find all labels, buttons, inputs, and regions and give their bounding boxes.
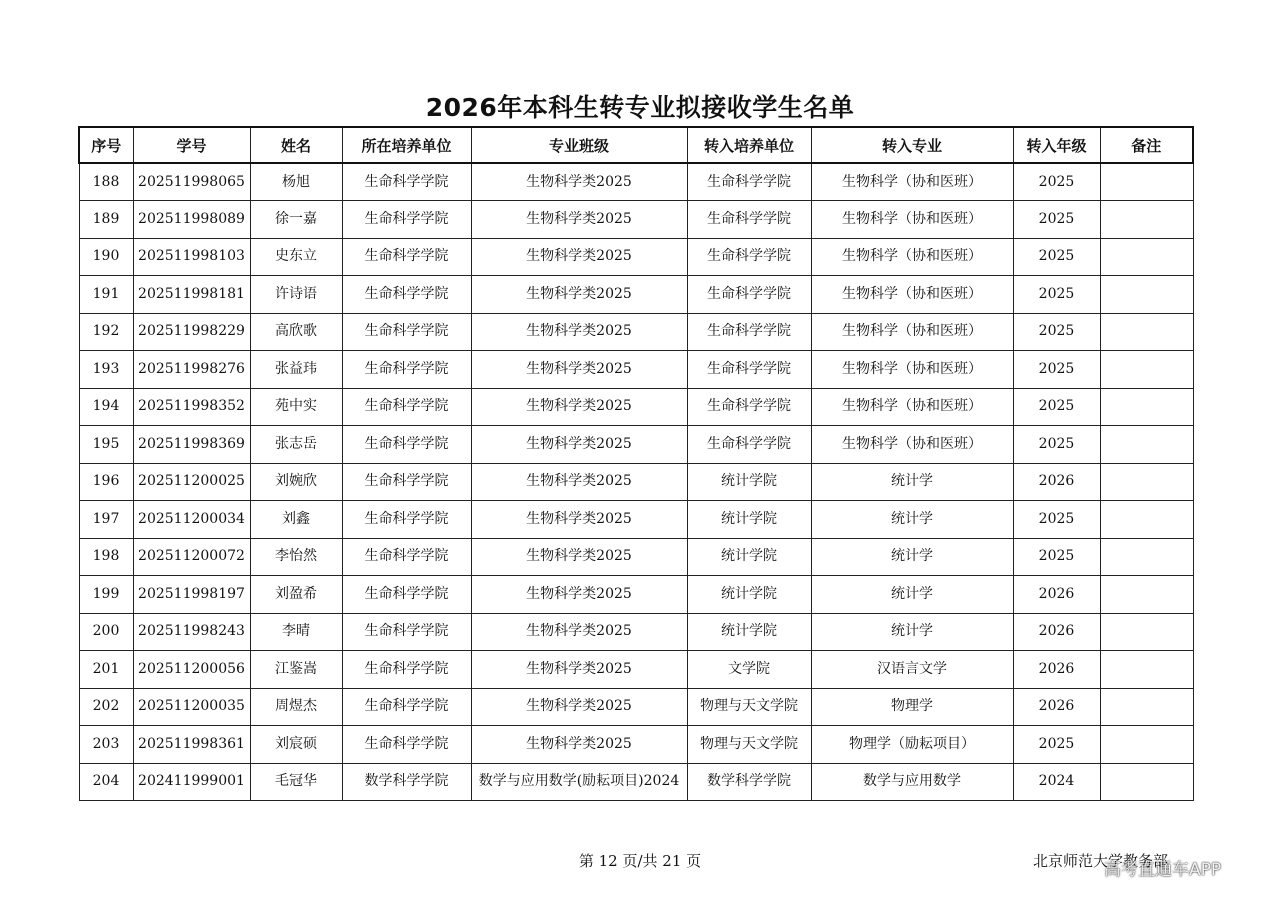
cell-target-grade: 2026 (1013, 463, 1100, 501)
cell-current-unit: 生命科学学院 (342, 313, 471, 351)
cell-current-unit: 生命科学学院 (342, 238, 471, 276)
cell-target-unit: 生命科学学院 (687, 238, 811, 276)
cell-target-unit: 生命科学学院 (687, 351, 811, 389)
cell-name: 刘盈希 (250, 576, 342, 614)
page-number: 第 12 页/共 21 页 (578, 852, 702, 870)
cell-index: 201 (79, 651, 133, 689)
cell-target-unit: 数学科学学院 (687, 763, 811, 801)
cell-name: 许诗语 (250, 276, 342, 314)
cell-target-major: 物理学 (811, 688, 1013, 726)
table-row (79, 163, 1193, 201)
table-row (79, 613, 1193, 651)
cell-major-class: 生物科学类2025 (471, 201, 687, 239)
cell-student-id: 202511200072 (133, 538, 250, 576)
cell-name: 刘婉欣 (250, 463, 342, 501)
cell-student-id: 202411999001 (133, 763, 250, 801)
cell-index: 199 (79, 576, 133, 614)
cell-target-major: 生物科学（协和医班） (811, 276, 1013, 314)
cell-remarks (1100, 763, 1193, 801)
cell-target-major: 统计学 (811, 613, 1013, 651)
table-row (79, 726, 1193, 764)
cell-name: 史东立 (250, 238, 342, 276)
cell-target-major: 汉语言文学 (811, 651, 1013, 689)
cell-target-grade: 2025 (1013, 163, 1100, 201)
table-header-row (79, 127, 1193, 163)
cell-student-id: 202511200056 (133, 651, 250, 689)
table-row (79, 463, 1193, 501)
cell-remarks (1100, 313, 1193, 351)
cell-name: 毛冠华 (250, 763, 342, 801)
cell-target-grade: 2025 (1013, 426, 1100, 464)
table-row (79, 201, 1193, 239)
cell-target-major: 生物科学（协和医班） (811, 238, 1013, 276)
cell-name: 周煜杰 (250, 688, 342, 726)
cell-major-class: 生物科学类2025 (471, 163, 687, 201)
cell-index: 196 (79, 463, 133, 501)
cell-current-unit: 生命科学学院 (342, 538, 471, 576)
cell-name: 李晴 (250, 613, 342, 651)
cell-major-class: 生物科学类2025 (471, 388, 687, 426)
cell-student-id: 202511998089 (133, 201, 250, 239)
cell-student-id: 202511200034 (133, 501, 250, 539)
cell-student-id: 202511998197 (133, 576, 250, 614)
cell-current-unit: 生命科学学院 (342, 576, 471, 614)
cell-target-unit: 物理与天文学院 (687, 726, 811, 764)
cell-target-unit: 文学院 (687, 651, 811, 689)
cell-index: 195 (79, 426, 133, 464)
cell-major-class: 生物科学类2025 (471, 576, 687, 614)
cell-name: 高欣歌 (250, 313, 342, 351)
cell-major-class: 数学与应用数学(励耘项目)2024 (471, 763, 687, 801)
header-major-class: 专业班级 (471, 127, 687, 163)
cell-current-unit: 生命科学学院 (342, 426, 471, 464)
watermark: 高考直通车APP (1104, 860, 1222, 880)
cell-target-unit: 生命科学学院 (687, 426, 811, 464)
cell-target-major: 统计学 (811, 576, 1013, 614)
cell-major-class: 生物科学类2025 (471, 351, 687, 389)
cell-name: 徐一嘉 (250, 201, 342, 239)
cell-student-id: 202511998361 (133, 726, 250, 764)
cell-major-class: 生物科学类2025 (471, 463, 687, 501)
cell-target-grade: 2025 (1013, 501, 1100, 539)
cell-remarks (1100, 726, 1193, 764)
cell-current-unit: 生命科学学院 (342, 201, 471, 239)
table-row (79, 763, 1193, 801)
cell-student-id: 202511998352 (133, 388, 250, 426)
table-row (79, 651, 1193, 689)
table-row (79, 388, 1193, 426)
cell-index: 190 (79, 238, 133, 276)
cell-index: 202 (79, 688, 133, 726)
cell-name: 刘鑫 (250, 501, 342, 539)
document-title: 2026年本科生转专业拟接收学生名单 (425, 93, 855, 122)
cell-remarks (1100, 201, 1193, 239)
cell-target-major: 统计学 (811, 463, 1013, 501)
cell-target-grade: 2025 (1013, 538, 1100, 576)
cell-remarks (1100, 651, 1193, 689)
cell-target-major: 生物科学（协和医班） (811, 351, 1013, 389)
table-row (79, 501, 1193, 539)
cell-major-class: 生物科学类2025 (471, 501, 687, 539)
cell-name: 张志岳 (250, 426, 342, 464)
cell-target-major: 生物科学（协和医班） (811, 388, 1013, 426)
cell-target-grade: 2025 (1013, 351, 1100, 389)
cell-index: 198 (79, 538, 133, 576)
cell-target-unit: 统计学院 (687, 613, 811, 651)
table-row (79, 313, 1193, 351)
cell-major-class: 生物科学类2025 (471, 538, 687, 576)
cell-remarks (1100, 613, 1193, 651)
cell-remarks (1100, 388, 1193, 426)
cell-student-id: 202511998369 (133, 426, 250, 464)
table-row (79, 576, 1193, 614)
cell-target-grade: 2026 (1013, 688, 1100, 726)
cell-current-unit: 生命科学学院 (342, 388, 471, 426)
cell-major-class: 生物科学类2025 (471, 726, 687, 764)
cell-target-unit: 物理与天文学院 (687, 688, 811, 726)
cell-remarks (1100, 688, 1193, 726)
cell-target-unit: 统计学院 (687, 538, 811, 576)
cell-target-grade: 2024 (1013, 763, 1100, 801)
cell-current-unit: 生命科学学院 (342, 501, 471, 539)
cell-remarks (1100, 463, 1193, 501)
table-row (79, 238, 1193, 276)
cell-target-grade: 2026 (1013, 651, 1100, 689)
cell-name: 张益玮 (250, 351, 342, 389)
cell-index: 192 (79, 313, 133, 351)
cell-current-unit: 生命科学学院 (342, 276, 471, 314)
cell-index: 200 (79, 613, 133, 651)
table-row (79, 688, 1193, 726)
cell-target-major: 生物科学（协和医班） (811, 201, 1013, 239)
table-row (79, 276, 1193, 314)
cell-target-unit: 统计学院 (687, 576, 811, 614)
table-row (79, 351, 1193, 389)
cell-target-grade: 2026 (1013, 613, 1100, 651)
cell-major-class: 生物科学类2025 (471, 426, 687, 464)
cell-target-grade: 2025 (1013, 313, 1100, 351)
header-current-unit: 所在培养单位 (342, 127, 471, 163)
cell-index: 194 (79, 388, 133, 426)
cell-target-grade: 2025 (1013, 276, 1100, 314)
issuing-office: 北京师范大学教务部 (1033, 852, 1169, 870)
cell-index: 204 (79, 763, 133, 801)
cell-student-id: 202511998181 (133, 276, 250, 314)
cell-remarks (1100, 351, 1193, 389)
cell-target-grade: 2025 (1013, 201, 1100, 239)
cell-remarks (1100, 576, 1193, 614)
cell-student-id: 202511998103 (133, 238, 250, 276)
transfer-student-table (78, 126, 1194, 801)
cell-name: 苑中实 (250, 388, 342, 426)
cell-target-major: 生物科学（协和医班） (811, 313, 1013, 351)
cell-target-unit: 生命科学学院 (687, 163, 811, 201)
header-target-grade: 转入年级 (1013, 127, 1100, 163)
cell-remarks (1100, 538, 1193, 576)
cell-remarks (1100, 238, 1193, 276)
cell-current-unit: 生命科学学院 (342, 351, 471, 389)
cell-target-grade: 2025 (1013, 726, 1100, 764)
cell-target-major: 生物科学（协和医班） (811, 163, 1013, 201)
cell-current-unit: 生命科学学院 (342, 651, 471, 689)
cell-index: 203 (79, 726, 133, 764)
header-target-unit: 转入培养单位 (687, 127, 811, 163)
cell-student-id: 202511998229 (133, 313, 250, 351)
table-row (79, 538, 1193, 576)
cell-target-major: 数学与应用数学 (811, 763, 1013, 801)
cell-current-unit: 生命科学学院 (342, 613, 471, 651)
cell-current-unit: 生命科学学院 (342, 163, 471, 201)
header-index: 序号 (79, 127, 133, 163)
cell-name: 江鉴嵩 (250, 651, 342, 689)
cell-remarks (1100, 163, 1193, 201)
cell-major-class: 生物科学类2025 (471, 688, 687, 726)
cell-name: 杨旭 (250, 163, 342, 201)
cell-index: 189 (79, 201, 133, 239)
cell-index: 191 (79, 276, 133, 314)
cell-remarks (1100, 426, 1193, 464)
cell-remarks (1100, 276, 1193, 314)
cell-student-id: 202511200025 (133, 463, 250, 501)
cell-current-unit: 数学科学学院 (342, 763, 471, 801)
table-row (79, 426, 1193, 464)
cell-target-unit: 统计学院 (687, 501, 811, 539)
cell-major-class: 生物科学类2025 (471, 276, 687, 314)
cell-target-major: 生物科学（协和医班） (811, 426, 1013, 464)
cell-target-major: 统计学 (811, 538, 1013, 576)
cell-student-id: 202511998276 (133, 351, 250, 389)
cell-target-unit: 生命科学学院 (687, 388, 811, 426)
cell-target-unit: 生命科学学院 (687, 276, 811, 314)
cell-target-grade: 2026 (1013, 576, 1100, 614)
cell-target-grade: 2025 (1013, 388, 1100, 426)
cell-current-unit: 生命科学学院 (342, 688, 471, 726)
cell-index: 188 (79, 163, 133, 201)
header-target-major: 转入专业 (811, 127, 1013, 163)
header-student-id: 学号 (133, 127, 250, 163)
cell-student-id: 202511998243 (133, 613, 250, 651)
cell-current-unit: 生命科学学院 (342, 463, 471, 501)
cell-major-class: 生物科学类2025 (471, 613, 687, 651)
cell-student-id: 202511998065 (133, 163, 250, 201)
cell-student-id: 202511200035 (133, 688, 250, 726)
cell-major-class: 生物科学类2025 (471, 238, 687, 276)
cell-target-unit: 生命科学学院 (687, 313, 811, 351)
cell-name: 刘宸硕 (250, 726, 342, 764)
cell-target-unit: 生命科学学院 (687, 201, 811, 239)
header-name: 姓名 (250, 127, 342, 163)
cell-remarks (1100, 501, 1193, 539)
cell-major-class: 生物科学类2025 (471, 651, 687, 689)
header-remarks: 备注 (1100, 127, 1193, 163)
cell-name: 李怡然 (250, 538, 342, 576)
cell-index: 193 (79, 351, 133, 389)
cell-target-grade: 2025 (1013, 238, 1100, 276)
cell-target-major: 统计学 (811, 501, 1013, 539)
cell-index: 197 (79, 501, 133, 539)
cell-target-unit: 统计学院 (687, 463, 811, 501)
cell-major-class: 生物科学类2025 (471, 313, 687, 351)
cell-current-unit: 生命科学学院 (342, 726, 471, 764)
cell-target-major: 物理学（励耘项目） (811, 726, 1013, 764)
